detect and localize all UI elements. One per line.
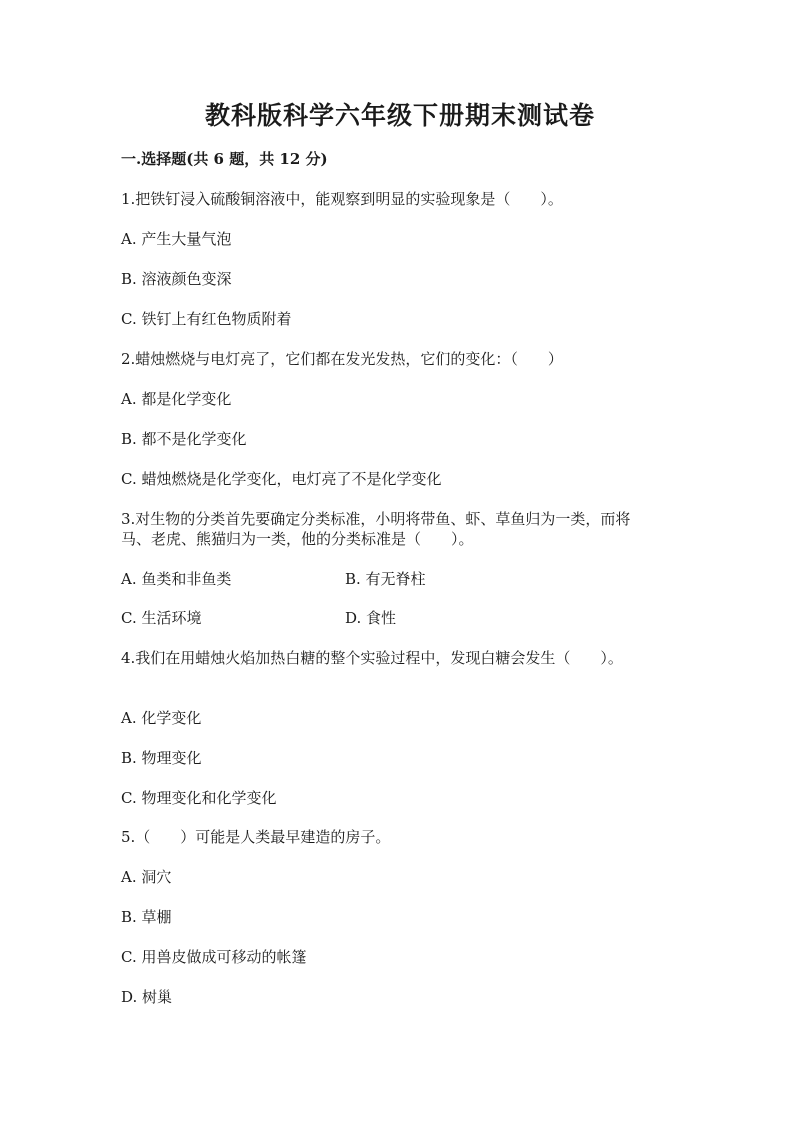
question-5-option-c: C. 用兽皮做成可移动的帐篷 [121, 948, 307, 966]
question-5-stem: 5.（ ）可能是人类最早建造的房子。 [121, 828, 391, 846]
question-4-option-b: B. 物理变化 [121, 749, 202, 767]
page-title: 教科版科学六年级下册期末测试卷 [204, 101, 595, 130]
question-2-option-a: A. 都是化学变化 [121, 390, 232, 408]
question-3-option-b: B. 有无脊柱 [345, 570, 426, 588]
question-4-stem: 4.我们在用蜡烛火焰加热白糖的整个实验过程中，发现白糖会发生（ ）。 [121, 649, 623, 667]
section-heading: 一.选择题(共 6 题，共 12 分) [121, 150, 328, 168]
question-3-stem-line1: 3.对生物的分类首先要确定分类标准，小明将带鱼、虾、草鱼归为一类，而将 [121, 510, 631, 528]
question-5-option-d: D. 树巢 [121, 988, 173, 1006]
question-3-option-d: D. 食性 [345, 609, 397, 627]
question-3-stem-line2: 马、老虎、熊猫归为一类，他的分类标准是（ ）。 [121, 530, 474, 548]
question-4-option-c: C. 物理变化和化学变化 [121, 789, 277, 807]
question-3-option-a: A. 鱼类和非鱼类 [121, 570, 232, 588]
question-1-option-b: B. 溶液颜色变深 [121, 270, 232, 288]
question-1-option-a: A. 产生大量气泡 [121, 230, 232, 248]
question-2-option-c: C. 蜡烛燃烧是化学变化，电灯亮了不是化学变化 [121, 470, 442, 488]
question-1-stem: 1.把铁钉浸入硫酸铜溶液中，能观察到明显的实验现象是（ ）。 [121, 190, 563, 208]
question-2-option-b: B. 都不是化学变化 [121, 430, 247, 448]
question-5-option-b: B. 草棚 [121, 908, 172, 926]
question-5-option-a: A. 洞穴 [121, 868, 172, 886]
question-1-option-c: C. 铁钉上有红色物质附着 [121, 310, 292, 328]
question-2-stem: 2.蜡烛燃烧与电灯亮了，它们都在发光发热，它们的变化：（ ） [121, 350, 563, 368]
question-3-option-c: C. 生活环境 [121, 609, 202, 627]
question-4-option-a: A. 化学变化 [121, 709, 202, 727]
